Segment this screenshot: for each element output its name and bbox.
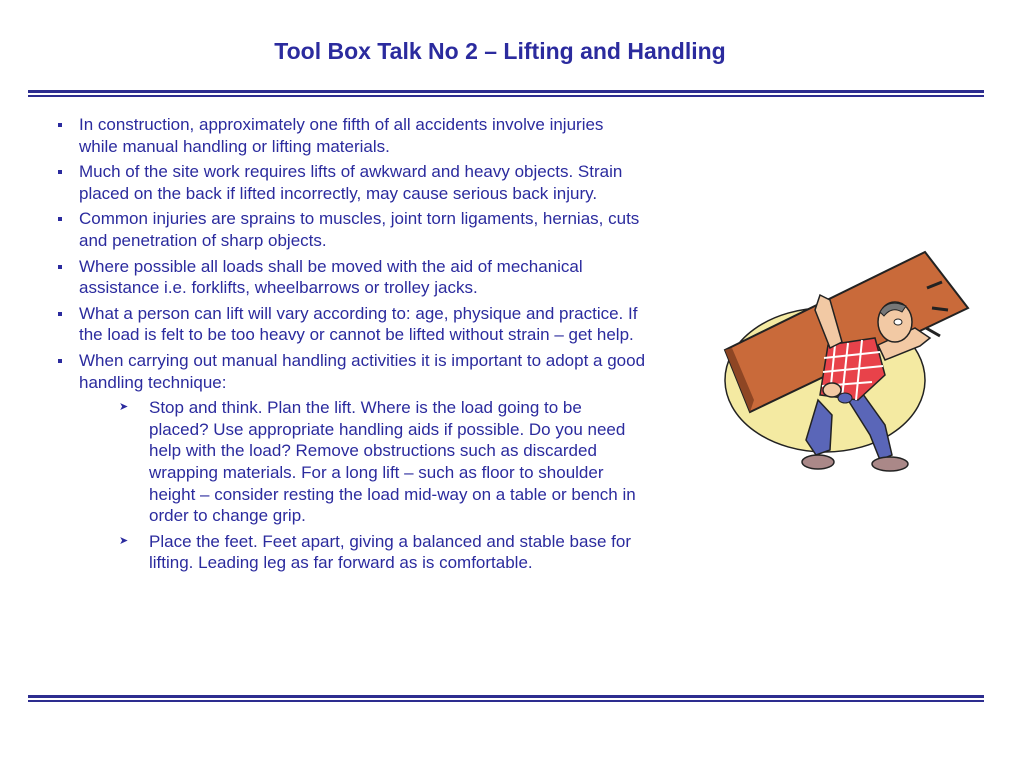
bullet-text: Common injuries are sprains to muscles, joint torn ligaments, hernias, cuts and penetration of sharp objects. [79, 209, 640, 250]
square-bullet-icon [58, 170, 62, 174]
bullet-text: What a person can lift will vary according to: age, physique and practice. If the load is felt to be too heavy or cannot be lifted without strain – get help. [79, 303, 638, 345]
stress-mark [932, 308, 948, 310]
bullet-item [56, 350, 646, 574]
bottom-divider [28, 695, 984, 702]
bullet-item [56, 114, 646, 157]
square-bullet-icon [58, 359, 62, 363]
sub-bullet-item [79, 397, 646, 527]
slide-title: Tool Box Talk No 2 – Lifting and Handling [274, 38, 726, 64]
square-bullet-icon [58, 217, 62, 221]
top-divider [28, 90, 984, 97]
sub-bullet-item [79, 531, 646, 574]
bullet-text: When carrying out manual handling activities it is important to adopt a good handling technique: [79, 350, 646, 392]
tool-pouch [838, 393, 852, 403]
worker-hand [823, 383, 841, 397]
bullet-item [56, 208, 646, 251]
sub-bullet-text: Stop and think. Plan the lift. Where is the load going to be placed? Use appropriate handling aids if possible. Do you need help with the load? Remove obstructions such as discarded wrapping materials. For a long lift – such as floor to shoulder height – consider resting the load mid-way on a table or bench in order to change grip. [149, 398, 636, 526]
arrow-bullet-icon: ➤ [119, 401, 129, 414]
square-bullet-icon [58, 265, 62, 269]
bullet-item [56, 161, 646, 204]
bullet-text: In construction, approximately one fifth of all accidents involve injuries while manual handling or lifting materials. [79, 115, 604, 156]
bullet-text: Much of the site work requires lifts of awkward and heavy objects. Strain placed on the back if lifted incorrectly, may cause serious back injury. [79, 162, 623, 203]
right-shoe [872, 457, 908, 471]
square-bullet-icon [58, 123, 62, 127]
bullet-list [56, 114, 646, 574]
slide-content [56, 114, 646, 578]
sub-bullet-list [79, 397, 646, 574]
worker-eye [894, 319, 902, 325]
worker-lifting-board-clipart [720, 250, 1000, 480]
left-shoe [802, 455, 834, 469]
arrow-bullet-icon: ➤ [119, 534, 129, 547]
square-bullet-icon [58, 312, 62, 316]
bullet-item [56, 256, 646, 299]
sub-bullet-text: Place the feet. Feet apart, giving a balanced and stable base for lifting. Leading leg as far forward as is comfortable. [149, 531, 631, 573]
bullet-item [56, 303, 646, 346]
bullet-text: Where possible all loads shall be moved with the aid of mechanical assistance i.e. forklifts, wheelbarrows or trolley jacks. [79, 256, 583, 298]
stress-mark [926, 328, 940, 336]
